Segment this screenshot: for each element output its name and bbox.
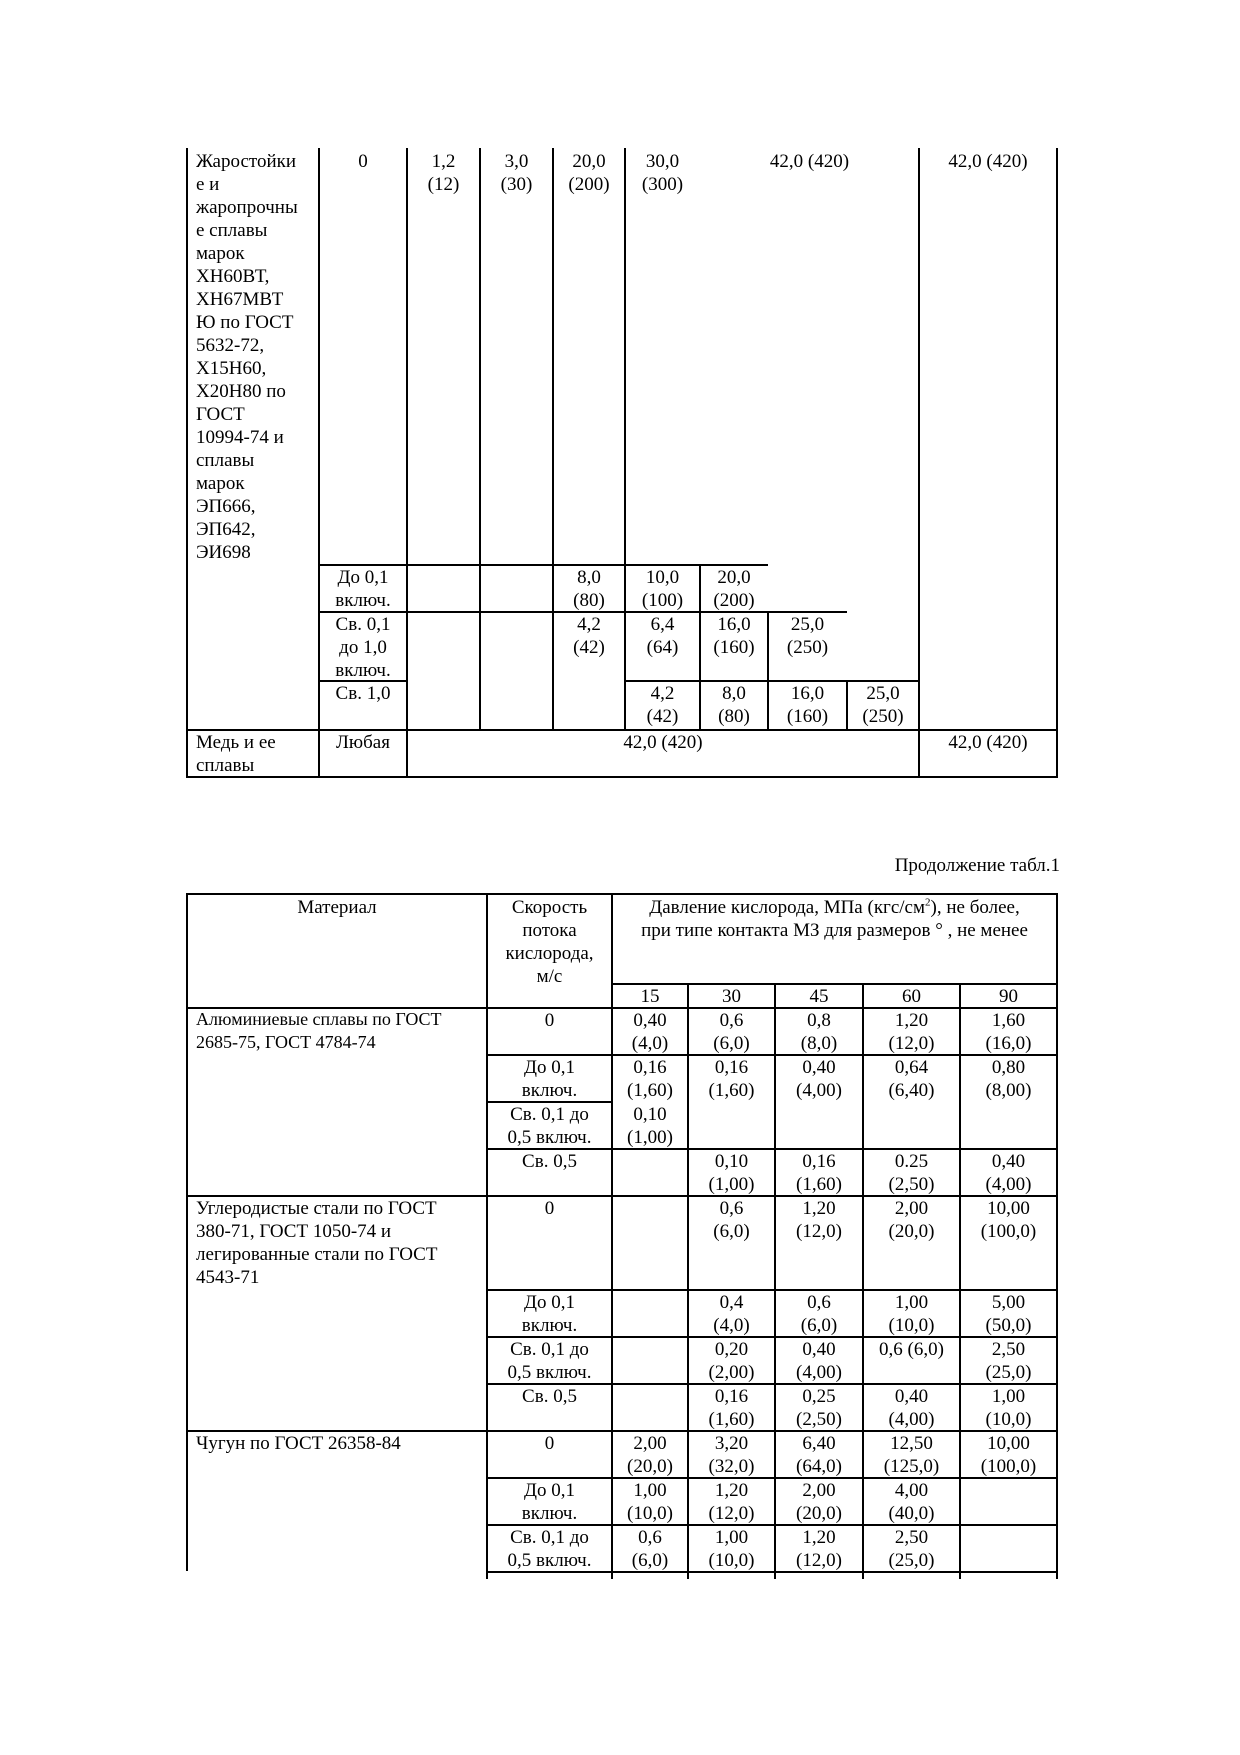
value-cell: 0,40 (4,00) [888,1386,935,1430]
material-cast-iron: Чугун по ГОСТ 26358-84 [196,1433,401,1454]
value-cell: 0,16 (1,60) [627,1057,673,1101]
header-speed: Скорость потока кислорода, м/с [505,897,594,987]
speed-cell: 0 [544,1433,555,1454]
value-cell: 0,8 (8,0) [800,1010,838,1054]
value-cell: 0.25 (2,50) [888,1151,935,1195]
table1-speed-0: 0 [358,151,368,172]
value-cell: 0,16 (1,60) [796,1151,842,1195]
value-cell: 0,25 (2,50) [796,1386,842,1430]
value-cell: 1,60 (16,0) [985,1010,1032,1054]
value-cell: 0,64 (6,40) [888,1057,935,1101]
value-cell: 0,10 (1,00) [627,1104,673,1148]
value-cell: 0,6 (6,0) [800,1292,838,1336]
table1-value: 6,4 (64) [646,614,679,658]
table1-speed-0-1-to-1-0: Св. 0,1 до 1,0 включ. [335,614,391,681]
table1-value: 42,0 (420) [948,151,1028,172]
value-cell: 0,6 (6,0) [631,1527,669,1571]
speed-cell: 0 [544,1198,555,1219]
value-cell: 2,50 (25,0) [985,1339,1032,1383]
header-material: Материал [297,897,377,918]
value-cell: 0,80 (8,00) [985,1057,1032,1101]
table1-value: 16,0 (160) [786,683,829,727]
material-carbon-steel: Углеродистые стали по ГОСТ 380-71, ГОСТ 1050-74 и легированные стали по ГОСТ 4543-71 [196,1198,438,1288]
value-cell: 0,4 (4,0) [713,1292,750,1336]
value-cell: 1,20 (12,0) [796,1198,842,1242]
value-cell: 0,40 (4,0) [631,1010,669,1054]
header-angle: 45 [809,986,829,1007]
table1-material-heat-resistant: Жаростойки е и жаропрочны е сплавы марок ХН60ВТ, ХН67МВТ Ю по ГОСТ 5632-72, Х15Н60, Х20Н80 по ГОСТ 10994-74 и сплавы марок ЭП666, ЭП642, ЭИ698 [196,151,298,563]
value-cell: 2,00 (20,0) [796,1480,842,1524]
table1-speed-over-1-0: Св. 1,0 [335,683,391,704]
speed-cell: До 0,1 включ. [521,1292,578,1336]
value-cell: 4,00 (40,0) [888,1480,935,1524]
value-cell: 3,20 (32,0) [708,1433,755,1477]
value-cell: 12,50 (125,0) [883,1433,940,1477]
table1-value: 1,2 (12) [427,151,460,195]
value-cell: 0,16 (1,60) [708,1386,755,1430]
table1-material-copper: Медь и ее сплавы [196,732,276,776]
table1-value: 16,0 (160) [713,614,755,658]
table1-value: 8,0 (80) [573,567,605,611]
table-caption: Продолжение табл.1 [894,855,1060,876]
value-cell: 0,10 (1,00) [708,1151,755,1195]
value-cell: 5,00 (50,0) [985,1292,1032,1336]
speed-cell: 0 [544,1010,555,1031]
value-cell: 1,20 (12,0) [888,1010,935,1054]
speed-cell: Св. 0,1 до 0,5 включ. [507,1527,592,1571]
value-cell: 0,16 (1,60) [708,1057,755,1101]
value-cell: 0,40 (4,00) [985,1151,1032,1195]
speed-cell: До 0,1 включ. [521,1480,578,1524]
table1-value: 20,0 (200) [568,151,610,195]
value-cell: 0,20 (2,00) [708,1339,755,1383]
speed-cell: Св. 0,1 до 0,5 включ. [507,1104,592,1148]
table1-value: 42,0 (420) [948,732,1028,753]
speed-cell: Св. 0,5 [522,1386,577,1407]
value-cell: 0,6 (6,0) [713,1198,750,1242]
speed-cell: Св. 0,1 до 0,5 включ. [507,1339,592,1383]
value-cell: 0,6 (6,0) [713,1010,750,1054]
table1-value: 4,2 (42) [646,683,679,727]
table1-value: 20,0 (200) [713,567,755,611]
value-cell: 6,40 (64,0) [796,1433,842,1477]
table1-value: 25,0 (250) [862,683,904,727]
table1-speed-upto-0-1: До 0,1 включ. [335,567,391,611]
table1-value: 42,0 (420) [769,151,850,172]
value-cell: 10,00 (100,0) [980,1198,1037,1242]
table1-value: 30,0 (300) [641,151,684,195]
header-pressure: Давление кислорода, МПа $(кгс/см^2)$, не более, при типе контакта МЗ для размеров ° , не менее [641,896,1028,941]
value-cell: 2,50 (25,0) [888,1527,935,1571]
table1-value: 4,2 (42) [573,614,605,658]
value-cell: 1,20 (12,0) [708,1480,755,1524]
value-cell: 1,00 (10,0) [985,1386,1032,1430]
table1-value: 25,0 (250) [786,614,829,658]
header-angle: 90 [999,986,1018,1007]
value-cell: 0,6 (6,0) [879,1339,944,1360]
value-cell: 0,40 (4,00) [796,1057,842,1101]
table1-value: 3,0 (30) [500,151,533,195]
header-angle: 15 [640,986,660,1007]
value-cell: 1,00 (10,0) [888,1292,935,1336]
table1-value: 8,0 (80) [718,683,750,727]
value-cell: 1,00 (10,0) [708,1527,755,1571]
header-angle: 60 [902,986,921,1007]
table1-speed-any: Любая [336,732,390,753]
speed-cell: До 0,1 включ. [521,1057,578,1101]
value-cell: 0,40 (4,00) [796,1339,842,1383]
table1-value: 10,0 (100) [641,567,684,611]
header-angle: 30 [722,986,741,1007]
speed-cell: Св. 0,5 [522,1151,577,1172]
value-cell: 1,00 (10,0) [627,1480,673,1524]
value-cell: 1,20 (12,0) [796,1527,842,1571]
value-cell: 10,00 (100,0) [980,1433,1037,1477]
value-cell: 2,00 (20,0) [627,1433,673,1477]
table1-value: 42,0 (420) [623,732,703,753]
material-aluminium: Алюминиевые сплавы по ГОСТ 2685-75, ГОСТ 4784-74 [196,1009,442,1052]
value-cell: 2,00 (20,0) [888,1198,935,1242]
